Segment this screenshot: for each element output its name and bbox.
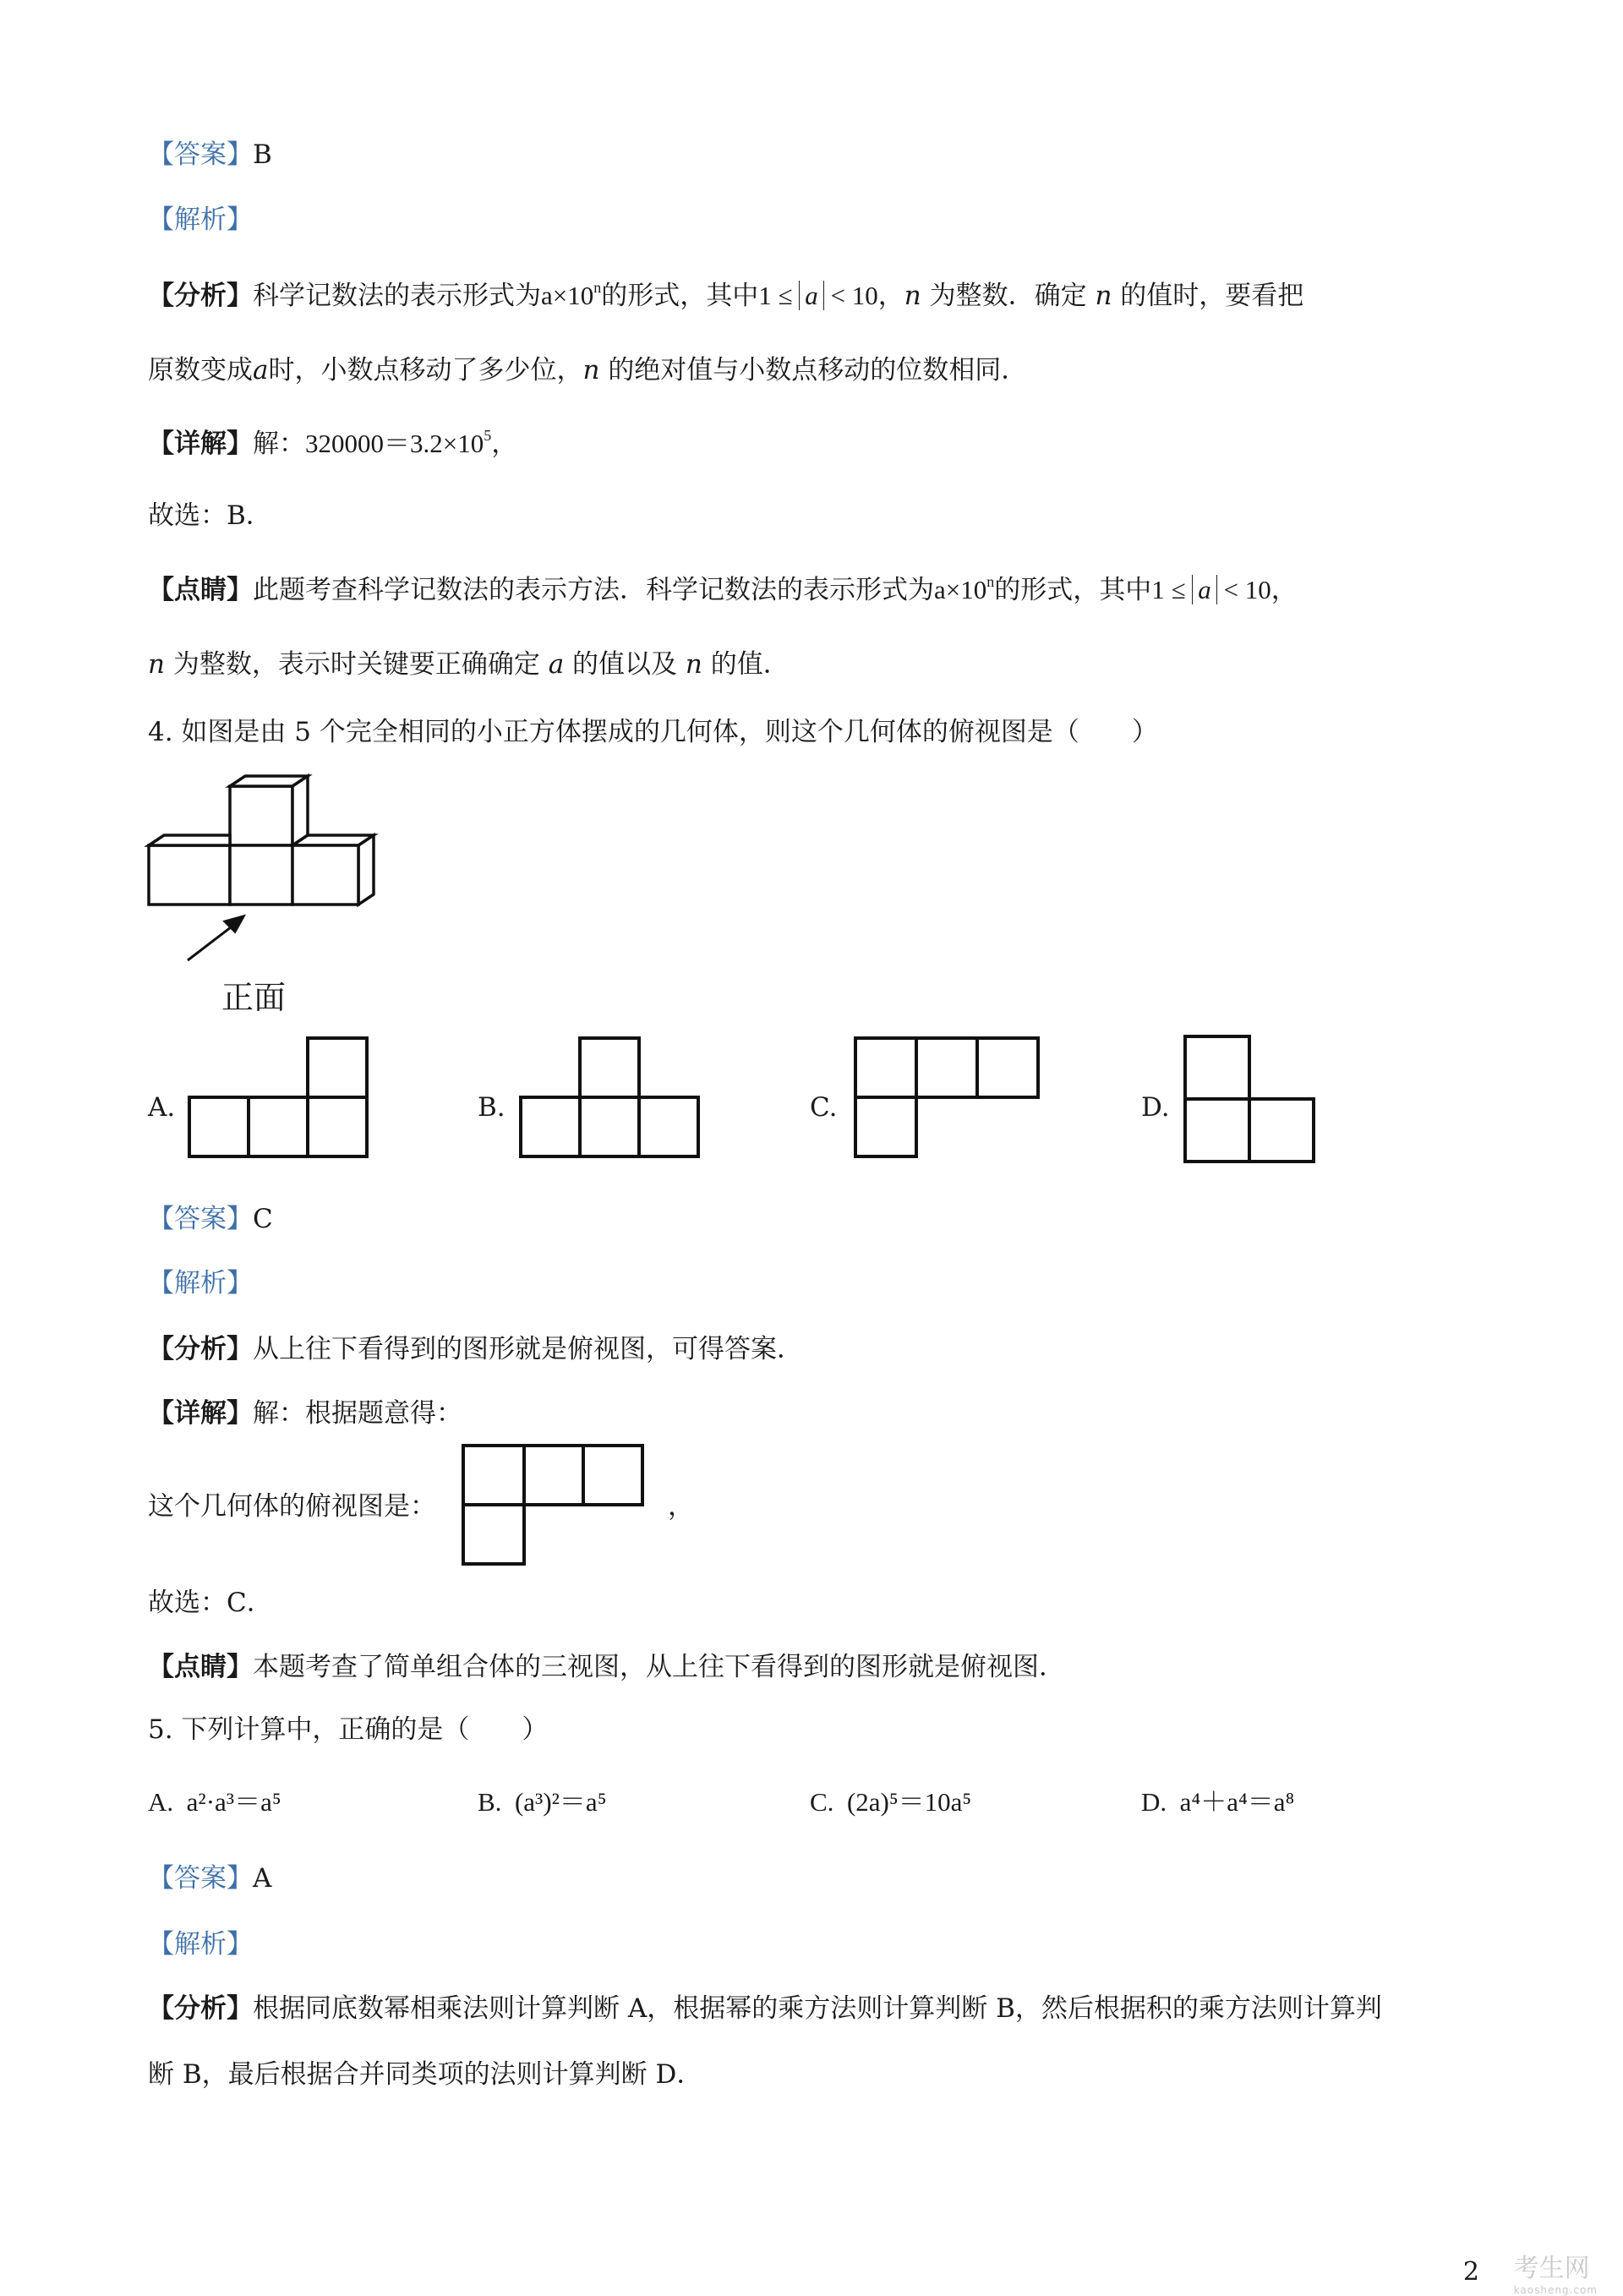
- watermark-logo-text: 考生网: [1513, 2254, 1590, 2283]
- q5-option-c: [810, 1785, 971, 1819]
- var-n: n: [685, 649, 702, 680]
- option-a-view: [188, 1036, 374, 1163]
- fenxi-tag: 【分析】: [148, 1334, 253, 1364]
- page-number: 2: [1462, 2257, 1479, 2287]
- answer-value: A: [253, 1863, 272, 1894]
- xiangjie-tag: 【详解】: [148, 1398, 253, 1429]
- var-n: n: [148, 649, 165, 680]
- option-label: A.: [148, 1787, 174, 1817]
- var-a: a: [253, 355, 269, 385]
- q3-answer-line: [148, 138, 272, 172]
- dianjing-text: 本题考查了简单组合体的三视图，从上往下看得到的图形就是俯视图．: [253, 1652, 1065, 1682]
- q4-fenxi-line: [148, 1332, 803, 1366]
- q3-fenxi-line-1: 【分析】科学记数法的表示形式为$a\times 10^n$的形式，其中1 ≤ a < 10，n 为整数．确定 n 的值时，要看把: [148, 279, 1304, 311]
- fenxi-tag: 【分析】: [148, 281, 253, 311]
- fenxi-text: 根据同底数幂相乘法则计算判断 A，根据幂的乘方法则计算判断 B，然后根据积的乘方法则计算判: [253, 1993, 1382, 2024]
- option-label-d: D.: [1141, 1092, 1170, 1123]
- dianjing-tag: 【点睛】: [148, 575, 253, 605]
- sci-notation-expr: $a\times 10^n$: [934, 573, 995, 604]
- q5-stem: 5. 下列计算中，正确的是（ ）: [148, 1714, 549, 1745]
- fenxi-text: 原数变成: [148, 355, 253, 385]
- view-comma: ，: [668, 1491, 694, 1522]
- dianjing-text: 此题考查科学记数法的表示方法．科学记数法的表示形式为: [253, 575, 934, 605]
- q4-jiexi-heading: 【解析】: [148, 1268, 253, 1298]
- q3-fenxi-line-2: [148, 353, 1027, 387]
- var-a: a: [548, 649, 565, 680]
- q3-dianjing-line-2: [148, 648, 790, 681]
- q3-jiexi-heading: 【解析】: [148, 205, 253, 235]
- abs-inequality: 1 ≤ a < 10: [758, 281, 878, 310]
- option-label: B.: [478, 1787, 502, 1817]
- q5-option-d: [1141, 1785, 1294, 1819]
- answer-value: C: [253, 1204, 273, 1234]
- var-n: n: [904, 281, 921, 311]
- q3-dianjing-line-1: 【点睛】此题考查科学记数法的表示方法．科学记数法的表示形式为$a\times 10^n$的形式，其中1 ≤ a < 10，: [148, 573, 1298, 605]
- q5-option-a: [148, 1785, 281, 1819]
- answer-value: B: [253, 139, 272, 170]
- option-expr: (2a)⁵＝10a⁵: [846, 1787, 972, 1817]
- dianjing-text: 的形式，其中: [994, 575, 1152, 605]
- watermark-url: kaosheng.com: [1513, 2284, 1598, 2296]
- var-n: n: [582, 355, 600, 385]
- answer-tag: 【答案】: [148, 1204, 253, 1234]
- q3-xiangjie-line: [148, 427, 517, 461]
- fenxi-text: 科学记数法的表示形式为: [253, 281, 541, 311]
- q4-dianjing-line: [148, 1650, 1065, 1684]
- dianjing-text: 的值．: [710, 649, 790, 680]
- answer-tag: 【答案】: [148, 1863, 253, 1894]
- cube-figure: [144, 776, 397, 996]
- option-d-view: [1183, 1035, 1327, 1170]
- option-label-a: A.: [148, 1092, 176, 1123]
- option-b-view: [519, 1036, 705, 1163]
- q5-fenxi-line-1: [148, 1992, 1382, 2025]
- dianjing-text: 的值以及: [572, 649, 678, 680]
- q4-view-label: 这个几何体的俯视图是：: [148, 1491, 436, 1522]
- q4-answer-line: [148, 1202, 273, 1236]
- fenxi-text: 的绝对值与小数点移动的位数相同．: [608, 355, 1028, 385]
- front-arrow-icon: [188, 916, 243, 960]
- var-n: n: [1095, 281, 1112, 311]
- option-expr: a⁴＋a⁴＝a⁸: [1179, 1787, 1295, 1817]
- fenxi-text: 为整数．确定: [929, 281, 1087, 311]
- option-c-view: [854, 1036, 1048, 1163]
- q5-fenxi-line-2: 断 B，最后根据合并同类项的法则计算判断 D．: [148, 2059, 703, 2090]
- fenxi-text: 时，小数点移动了多少位，: [268, 355, 583, 385]
- q4-guxuan: 故选：C．: [148, 1588, 273, 1618]
- fenxi-text: 从上往下看得到的图形就是俯视图，可得答案．: [253, 1334, 803, 1364]
- q4-xiangjie-line: [148, 1397, 462, 1430]
- xiangjie-tag: 【详解】: [148, 429, 253, 459]
- sci-notation-expr: $a\times 10^n$: [541, 279, 602, 310]
- q4-stem: 4. 如图是由 5 个完全相同的小正方体摆成的几何体，则这个几何体的俯视图是（ ）: [148, 717, 1158, 747]
- front-label: 正面: [221, 979, 287, 1016]
- answer-tag: 【答案】: [148, 139, 253, 170]
- xiangjie-text: 解：根据题意得：: [253, 1398, 462, 1429]
- q5-option-b: [478, 1785, 607, 1819]
- q5-jiexi-heading: 【解析】: [148, 1929, 253, 1960]
- abs-inequality: 1 ≤ a < 10: [1151, 575, 1271, 604]
- option-expr: (a³)²＝a⁵: [514, 1787, 607, 1817]
- watermark: [1514, 2247, 1598, 2296]
- xiangjie-text: 解：: [253, 429, 305, 459]
- option-label: D.: [1141, 1787, 1167, 1817]
- fenxi-tag: 【分析】: [148, 1993, 253, 2024]
- xiangjie-math: $320000=3.2\times 10^5$: [305, 427, 492, 458]
- dianjing-tag: 【点睛】: [148, 1652, 253, 1682]
- option-label: C.: [810, 1787, 834, 1817]
- fenxi-text: 的形式，其中: [601, 281, 759, 311]
- answer-top-view: [462, 1444, 656, 1571]
- option-label-c: C.: [810, 1092, 838, 1123]
- option-expr: a²·a³＝a⁵: [186, 1787, 281, 1817]
- q3-guxuan: 故选：B．: [148, 500, 272, 531]
- dianjing-text: 为整数，表示时关键要正确确定: [172, 649, 540, 680]
- punct: ，: [491, 429, 518, 459]
- fenxi-text: 的值时，要看把: [1120, 281, 1304, 311]
- option-label-b: B.: [478, 1092, 505, 1123]
- q5-answer-line: [148, 1861, 271, 1895]
